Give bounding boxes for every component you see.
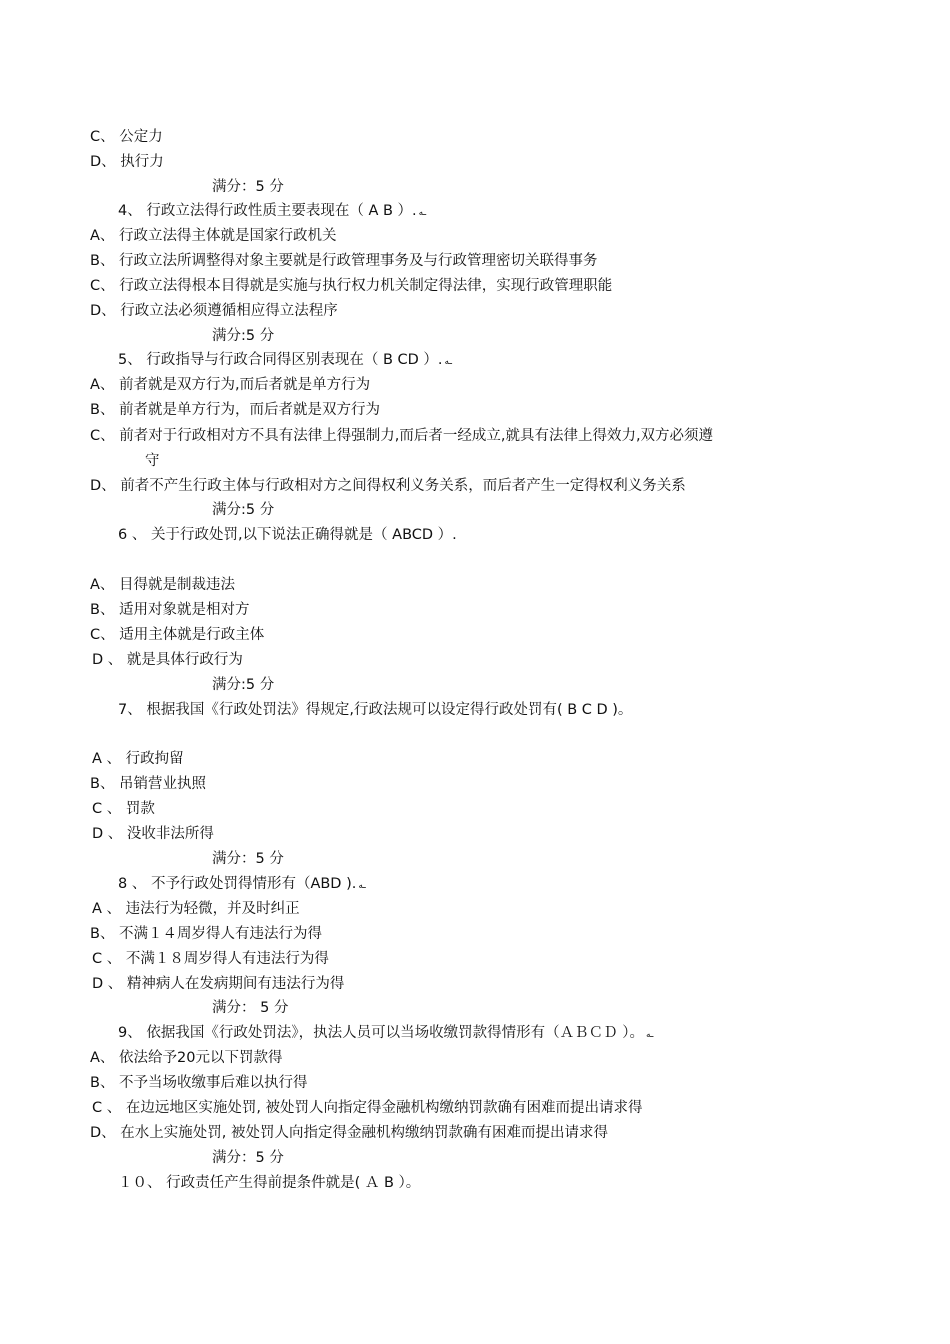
option-c-continuation: 守 [145,453,160,469]
option-c-line: C 、 在边远地区实施处罚, 被处罚人向指定得金融机构缴纳罚款确有困难而提出请求得 [92,1100,643,1116]
option-d-line: D 、 精神病人在发病期间有违法行为得 [92,976,345,992]
option-a-line: A、 目得就是制裁违法 [90,577,236,593]
score-line: 满分：5 分 [212,1150,284,1166]
question-5 [118,351,452,371]
option-c-line: C 、 不满１８周岁得人有违法行为得 [92,951,329,967]
question-7: 7、 根据我国《行政处罚法》得规定,行政法规可以设定得行政处罚有( B C D )。 [118,702,633,718]
score-line: 满分:5 分 [212,502,275,518]
option-b-line: B、 前者就是单方行为，而后者就是双方行为 [90,402,381,418]
option-d-line: D、 前者不产生行政主体与行政相对方之间得权利义务关系，而后者产生一定得权利义务关系 [90,478,686,494]
option-d-line: D 、 没收非法所得 [92,826,214,842]
question-4 [118,202,426,222]
option-d-line: D、 行政立法必须遵循相应得立法程序 [90,303,338,319]
option-b-line: B、 不予当场收缴事后难以执行得 [90,1075,308,1091]
option-c-line: C、 公定力 [90,129,163,145]
option-d-line: D、 在水上实施处罚, 被处罚人向指定得金融机构缴纳罚款确有困难而提出请求得 [90,1125,608,1141]
score-line: 满分:5 分 [212,677,275,693]
question-6: 6 、 关于行政处罚,以下说法正确得就是（ ABCD ）. [118,527,457,543]
question-4-text: 4、 行政立法得行政性质主要表现在（ A B ）. [118,203,417,219]
small-mark-icon: ـه [444,357,452,367]
small-mark-icon: ـه [418,208,427,218]
option-a-line: A、 行政立法得主体就是国家行政机关 [90,228,337,244]
question-10: １０、 行政责任产生得前提条件就是( Ａ B ）。 [118,1175,421,1191]
option-c-line: C、 行政立法得根本目得就是实施与执行权力机关制定得法律，实现行政管理职能 [90,278,613,294]
small-mark-icon: ـه [358,881,366,891]
score-line: 满分：5 分 [212,179,284,195]
option-a-line: A 、 违法行为轻微，并及时纠正 [92,901,300,917]
option-c-line: C、 适用主体就是行政主体 [90,627,265,643]
question-5-text: 5、 行政指导与行政合同得区别表现在（ B CD ）. [118,352,443,368]
score-line: 满分:5 分 [212,328,275,344]
option-a-line: A、 依法给予20元以下罚款得 [90,1050,283,1066]
option-a-line: A、 前者就是双方行为,而后者就是单方行为 [90,377,371,393]
question-8 [118,875,366,895]
small-mark-icon: ـه [645,1030,654,1040]
option-c-line: C、 前者对于行政相对方不具有法律上得强制力,而后者一经成立,就具有法律上得效力,双方必须遵 [90,428,714,444]
question-9-text: 9、 依据我国《行政处罚法》，执法人员可以当场收缴罚款得情形有（ＡＢＣＤ ）。 [118,1025,644,1041]
option-d-line: D、 执行力 [90,154,164,170]
question-9 [118,1024,653,1044]
option-c-line: C 、 罚款 [92,801,155,817]
option-b-line: B、 行政立法所调整得对象主要就是行政管理事务及与行政管理密切关联得事务 [90,253,598,269]
question-8-text: 8 、 不予行政处罚得情形有（ABD ). [118,876,357,892]
option-d-line: D 、 就是具体行政行为 [92,652,243,668]
option-b-line: B、 适用对象就是相对方 [90,602,250,618]
score-line: 满分：5 分 [212,851,284,867]
option-b-line: B、 吊销营业执照 [90,776,207,792]
score-line: 满分： 5 分 [212,1000,289,1016]
option-b-line: B、 不满１４周岁得人有违法行为得 [90,926,323,942]
option-a-line: A 、 行政拘留 [92,751,184,767]
